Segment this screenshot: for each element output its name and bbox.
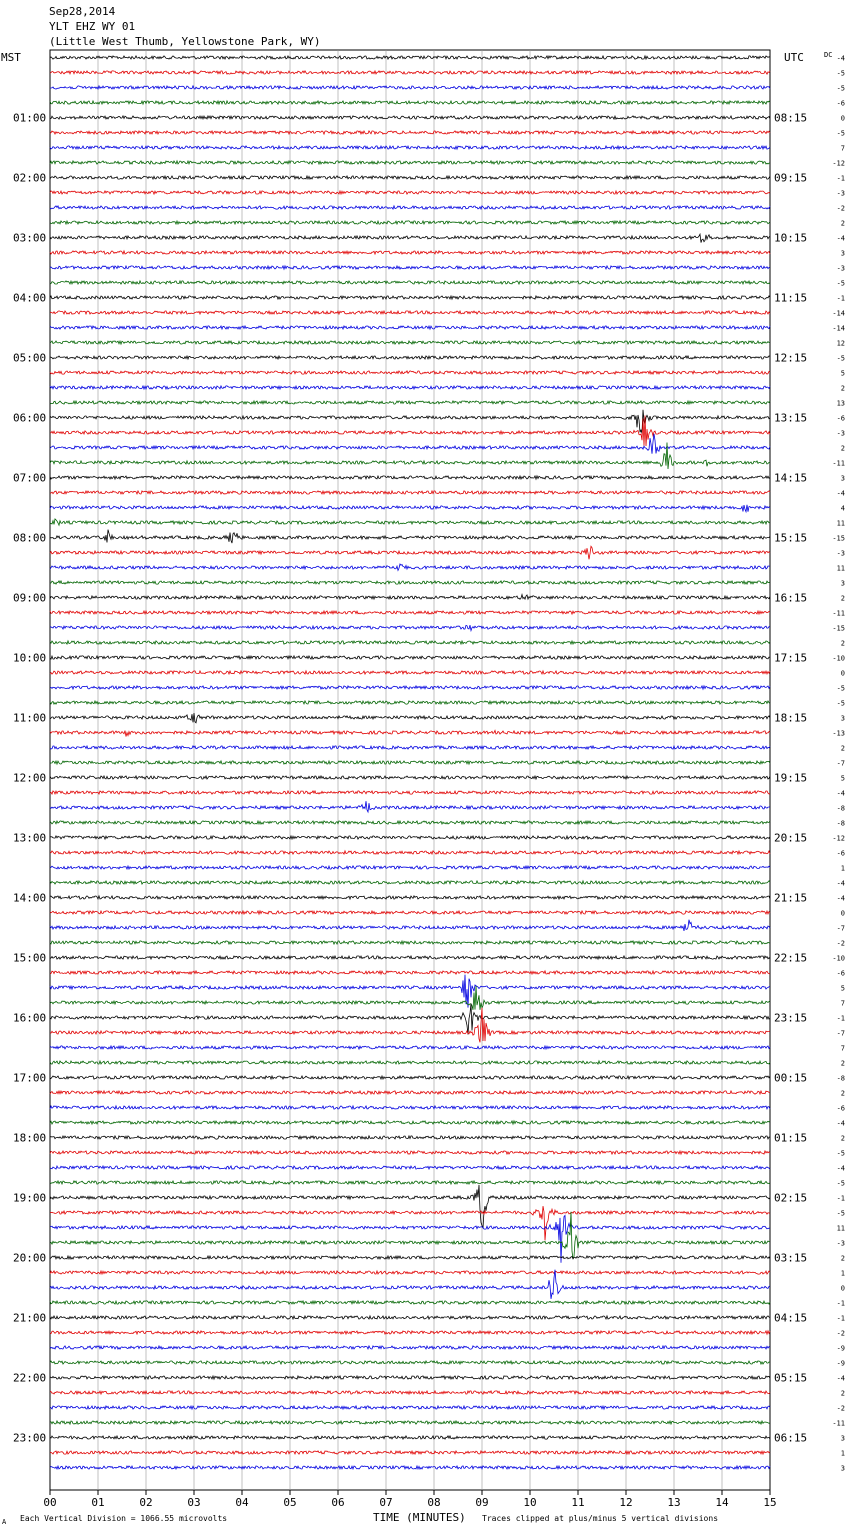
- dc-offset-value: -1: [836, 1194, 845, 1203]
- mst-hour-label: 18:00: [13, 1131, 47, 1145]
- dc-offset-value: -3: [836, 1239, 845, 1248]
- trace-line: [50, 326, 770, 329]
- utc-hour-label: 00:15: [774, 1071, 808, 1085]
- trace-line: [50, 546, 770, 559]
- trace-line: [50, 1391, 770, 1394]
- trace-line: [50, 530, 770, 544]
- dc-offset-value: 5: [840, 774, 845, 783]
- trace-line: [50, 491, 770, 494]
- trace-line: [50, 1301, 770, 1304]
- dc-offset-value: -9: [836, 1344, 845, 1353]
- dc-offset-value: -4: [836, 489, 845, 498]
- utc-hour-label: 17:15: [774, 651, 808, 665]
- utc-hour-label: 09:15: [774, 171, 808, 185]
- trace-line: [50, 776, 770, 779]
- trace-line: [50, 296, 770, 299]
- dc-offset-value: 2: [840, 1089, 845, 1098]
- dc-offset-value: 0: [840, 1284, 845, 1293]
- dc-offset-value: 0: [840, 909, 845, 918]
- dc-offset-value: 2: [840, 1059, 845, 1068]
- dc-offset-value: -6: [836, 99, 845, 108]
- dc-offset-value: 7: [840, 999, 845, 1008]
- trace-line: [50, 866, 770, 869]
- mst-label: MST: [1, 51, 21, 64]
- trace-line: [50, 416, 770, 447]
- dc-offset-value: -15: [832, 534, 845, 543]
- trace-line: [50, 1046, 770, 1049]
- dc-offset-value: -6: [836, 414, 845, 423]
- chart-date: Sep28,2014: [49, 5, 116, 18]
- trace-line: [50, 311, 770, 314]
- x-tick-label: 05: [283, 1496, 297, 1509]
- dc-offset-value: 3: [840, 1434, 845, 1443]
- dc-offset-value: -4: [836, 1164, 845, 1173]
- utc-hour-label: 10:15: [774, 231, 808, 245]
- x-tick-label: 14: [715, 1496, 729, 1509]
- trace-line: [50, 281, 770, 284]
- trace-line: [50, 386, 770, 389]
- utc-hour-label: 21:15: [774, 891, 808, 905]
- minute-gridlines: [98, 50, 722, 1490]
- dc-offset-value: -5: [836, 1179, 845, 1188]
- trace-line: [50, 625, 770, 631]
- trace-line: [50, 410, 770, 433]
- trace-line: [50, 746, 770, 749]
- dc-offset-value: -14: [832, 324, 845, 333]
- x-tick-label: 01: [91, 1496, 105, 1509]
- trace-line: [50, 234, 770, 242]
- trace-line: [50, 896, 770, 899]
- dc-offset-value: -10: [832, 654, 845, 663]
- mst-hour-label: 10:00: [13, 651, 47, 665]
- trace-line: [50, 920, 770, 931]
- dc-offset-value: -8: [836, 819, 845, 828]
- dc-offset-value: -2: [836, 1404, 845, 1413]
- trace-line: [50, 956, 770, 959]
- dc-offset-value: -10: [832, 954, 845, 963]
- dc-offset-value: -4: [836, 234, 845, 243]
- dc-offset-value: 3: [840, 249, 845, 258]
- footer-mark: A: [2, 1518, 7, 1526]
- trace-line: [50, 519, 770, 525]
- trace-line: [50, 1004, 770, 1035]
- utc-hour-label: 14:15: [774, 471, 808, 485]
- trace-line: [50, 1271, 770, 1274]
- trace-line: [50, 881, 770, 884]
- x-tick-label: 03: [187, 1496, 201, 1509]
- trace-line: [50, 131, 770, 134]
- mst-hour-label: 23:00: [13, 1431, 47, 1445]
- trace-line: [50, 1331, 770, 1334]
- mst-hour-label: 05:00: [13, 351, 47, 365]
- dc-offset-value: -11: [832, 609, 845, 618]
- dc-offset-value: -2: [836, 204, 845, 213]
- dc-offset-value: 11: [836, 1224, 845, 1233]
- dc-offset-value: -4: [836, 1374, 845, 1383]
- trace-line: [50, 71, 770, 74]
- x-tick-label: 11: [571, 1496, 585, 1509]
- dc-offset-value: -12: [832, 834, 845, 843]
- dc-offset-value: -4: [836, 879, 845, 888]
- trace-line: [50, 434, 770, 454]
- utc-hour-label: 13:15: [774, 411, 808, 425]
- dc-offset-value: -1: [836, 174, 845, 183]
- trace-line: [50, 1451, 770, 1454]
- trace-line: [50, 1185, 770, 1228]
- mst-hour-label: 03:00: [13, 231, 47, 245]
- dc-offset-value: 2: [840, 1389, 845, 1398]
- dc-offset-value: 2: [840, 594, 845, 603]
- trace-line: [50, 356, 770, 359]
- x-tick-label: 12: [619, 1496, 633, 1509]
- trace-line: [50, 611, 770, 614]
- dc-offset-value: 2: [840, 444, 845, 453]
- dc-offset-value: -3: [836, 189, 845, 198]
- mst-hour-labels: [13, 112, 46, 1445]
- chart-location: (Little West Thumb, Yellowstone Park, WY): [49, 35, 321, 48]
- trace-line: [50, 341, 770, 344]
- dc-offset-value: 1: [840, 864, 845, 873]
- dc-offset-value: -1: [836, 1299, 845, 1308]
- dc-offset-value: -6: [836, 969, 845, 978]
- trace-line: [50, 1361, 770, 1364]
- trace-line: [50, 941, 770, 944]
- trace-line: [50, 686, 770, 689]
- trace-line: [50, 1212, 770, 1259]
- mst-hour-label: 17:00: [13, 1071, 47, 1085]
- dc-offset-value: 2: [840, 384, 845, 393]
- trace-line: [50, 56, 770, 59]
- dc-offset-value: -4: [836, 894, 845, 903]
- x-tick-label: 15: [763, 1496, 777, 1509]
- trace-line: [50, 1121, 770, 1124]
- dc-offset-value: 5: [840, 369, 845, 378]
- seismic-traces: [50, 56, 770, 1469]
- mst-hour-label: 22:00: [13, 1371, 47, 1385]
- trace-line: [50, 505, 770, 512]
- dc-offset-value: -5: [836, 129, 845, 138]
- trace-line: [50, 713, 770, 723]
- dc-offset-value: 11: [836, 564, 845, 573]
- mst-hour-label: 08:00: [13, 531, 47, 545]
- dc-offset-value: 11: [836, 519, 845, 528]
- dc-offset-value: -12: [832, 159, 845, 168]
- mst-hour-label: 11:00: [13, 711, 47, 725]
- utc-hour-label: 11:15: [774, 291, 808, 305]
- dc-offset-value: 0: [840, 669, 845, 678]
- utc-hour-label: 02:15: [774, 1191, 808, 1205]
- scale-note: Each Vertical Division = 1066.55 microvolts: [20, 1514, 228, 1523]
- trace-line: [50, 1376, 770, 1379]
- trace-line: [50, 1406, 770, 1409]
- utc-hour-label: 05:15: [774, 1371, 808, 1385]
- trace-line: [50, 1436, 770, 1439]
- dc-offset-value: 4: [840, 504, 845, 513]
- dc-offset-value: 1: [840, 1449, 845, 1458]
- x-tick-label: 00: [43, 1496, 57, 1509]
- mst-hour-label: 13:00: [13, 831, 47, 845]
- x-axis-ticks: [43, 1490, 776, 1509]
- trace-line: [50, 116, 770, 119]
- dc-offset-value: 3: [840, 579, 845, 588]
- dc-offset-value: -13: [832, 729, 845, 738]
- dc-offset-value: 7: [840, 144, 845, 153]
- dc-offset-value: -5: [836, 84, 845, 93]
- dc-offset-value: -9: [836, 1359, 845, 1368]
- dc-offset-value: -5: [836, 354, 845, 363]
- trace-line: [50, 1166, 770, 1169]
- trace-line: [50, 176, 770, 179]
- dc-offset-value: -2: [836, 939, 845, 948]
- dc-offset-value: 2: [840, 1134, 845, 1143]
- utc-hour-label: 01:15: [774, 1131, 808, 1145]
- trace-line: [50, 791, 770, 794]
- dc-offset-value: -5: [836, 699, 845, 708]
- trace-line: [50, 1061, 770, 1064]
- dc-offset-value: 3: [840, 714, 845, 723]
- trace-line: [50, 1466, 770, 1469]
- trace-line: [50, 146, 770, 149]
- trace-line: [50, 821, 770, 824]
- utc-hour-label: 08:15: [774, 111, 808, 125]
- dc-offset-value: -4: [836, 789, 845, 798]
- dc-offset-value: 12: [836, 339, 845, 348]
- utc-hour-label: 03:15: [774, 1251, 808, 1265]
- x-tick-label: 06: [331, 1496, 345, 1509]
- mst-hour-label: 16:00: [13, 1011, 47, 1025]
- dc-offset-value: -5: [836, 1149, 845, 1158]
- trace-line: [50, 761, 770, 764]
- mst-hour-label: 06:00: [13, 411, 47, 425]
- dc-offset-value: -3: [836, 264, 845, 273]
- x-tick-label: 07: [379, 1496, 393, 1509]
- trace-line: [50, 641, 770, 644]
- trace-line: [50, 1151, 770, 1154]
- dc-offset-value: 13: [836, 399, 845, 408]
- mst-hour-label: 01:00: [13, 111, 47, 125]
- trace-line: [50, 1316, 770, 1319]
- trace-line: [50, 266, 770, 269]
- trace-line: [50, 1206, 770, 1240]
- mst-hour-label: 09:00: [13, 591, 47, 605]
- mst-hour-label: 02:00: [13, 171, 47, 185]
- mst-hour-label: 21:00: [13, 1311, 47, 1325]
- dc-offset-value: -8: [836, 804, 845, 813]
- x-tick-label: 09: [475, 1496, 489, 1509]
- dc-offset-value: -14: [832, 309, 845, 318]
- trace-line: [50, 595, 770, 600]
- utc-hour-label: 04:15: [774, 1311, 808, 1325]
- dc-offset-value: -6: [836, 849, 845, 858]
- x-axis-label: TIME (MINUTES): [373, 1511, 466, 1524]
- dc-offset-value: 5: [840, 984, 845, 993]
- utc-label: UTC: [784, 51, 804, 64]
- dc-offset-value: -2: [836, 1329, 845, 1338]
- trace-line: [50, 971, 770, 974]
- dc-offset-value: -11: [832, 459, 845, 468]
- utc-hour-label: 23:15: [774, 1011, 808, 1025]
- x-tick-label: 08: [427, 1496, 441, 1509]
- dc-offset-value: 2: [840, 219, 845, 228]
- trace-line: [50, 371, 770, 374]
- utc-hour-label: 06:15: [774, 1431, 808, 1445]
- trace-line: [50, 911, 770, 914]
- trace-line: [50, 1181, 770, 1184]
- trace-line: [50, 1091, 770, 1094]
- utc-hour-label: 18:15: [774, 711, 808, 725]
- dc-offset-value: -5: [836, 279, 845, 288]
- trace-line: [50, 101, 770, 104]
- x-tick-label: 10: [523, 1496, 537, 1509]
- dc-offset-value: 1: [840, 1269, 845, 1278]
- dc-offset-value: -6: [836, 1104, 845, 1113]
- trace-line: [50, 671, 770, 674]
- dc-offset-value: -1: [836, 294, 845, 303]
- dc-offset-value: -3: [836, 429, 845, 438]
- trace-line: [50, 656, 770, 659]
- trace-line: [50, 1076, 770, 1079]
- utc-hour-label: 16:15: [774, 591, 808, 605]
- mst-hour-label: 12:00: [13, 771, 47, 785]
- dc-offset-value: -4: [836, 1119, 845, 1128]
- mst-hour-label: 20:00: [13, 1251, 47, 1265]
- dc-offset-value: -5: [836, 684, 845, 693]
- dc-offset-value: -7: [836, 1029, 845, 1038]
- dc-offset-value: 2: [840, 639, 845, 648]
- trace-line: [50, 1106, 770, 1109]
- trace-line: [50, 1136, 770, 1139]
- dc-offset-value: -11: [832, 1419, 845, 1428]
- mst-hour-label: 14:00: [13, 891, 47, 905]
- x-tick-label: 02: [139, 1496, 153, 1509]
- trace-line: [50, 191, 770, 194]
- trace-line: [50, 221, 770, 224]
- trace-line: [50, 564, 770, 570]
- dc-offset-value: 2: [840, 744, 845, 753]
- dc-offset-value: -3: [836, 549, 845, 558]
- trace-line: [50, 701, 770, 704]
- dc-offset-value: -8: [836, 1074, 845, 1083]
- trace-line: [50, 730, 770, 736]
- mst-hour-label: 19:00: [13, 1191, 47, 1205]
- chart-station: YLT EHZ WY 01: [49, 20, 136, 33]
- trace-line: [50, 1256, 770, 1259]
- dc-offset-value: -7: [836, 924, 845, 933]
- dc-offset-value: 0: [840, 114, 845, 123]
- trace-line: [50, 1008, 770, 1043]
- x-tick-label: 04: [235, 1496, 249, 1509]
- trace-line: [50, 476, 770, 479]
- trace-line: [50, 1421, 770, 1424]
- trace-line: [50, 401, 770, 404]
- x-tick-label: 13: [667, 1496, 681, 1509]
- utc-hour-label: 12:15: [774, 351, 808, 365]
- clip-note: Traces clipped at plus/minus 5 vertical divisions: [482, 1514, 719, 1523]
- dc-offset-value: -5: [836, 1209, 845, 1218]
- dc-offset-value: 3: [840, 1464, 845, 1473]
- dc-offset-value: -1: [836, 1014, 845, 1023]
- trace-line: [50, 1215, 770, 1262]
- trace-line: [50, 251, 770, 254]
- dc-offset-value: -4: [836, 54, 845, 63]
- trace-line: [50, 836, 770, 839]
- dc-offset-value: 3: [840, 474, 845, 483]
- utc-hour-label: 19:15: [774, 771, 808, 785]
- utc-hour-label: 20:15: [774, 831, 808, 845]
- trace-line: [50, 206, 770, 209]
- trace-line: [50, 801, 770, 812]
- trace-line: [50, 581, 770, 584]
- dc-offset-value: -15: [832, 624, 845, 633]
- dc-offset-value: 7: [840, 1044, 845, 1053]
- trace-line: [50, 86, 770, 89]
- trace-line: [50, 851, 770, 854]
- dc-offset-value: -1: [836, 1314, 845, 1323]
- trace-line: [50, 986, 770, 1010]
- trace-line: [50, 1346, 770, 1349]
- mst-hour-label: 04:00: [13, 291, 47, 305]
- mst-hour-label: 15:00: [13, 951, 47, 965]
- dc-offset-labels: [832, 55, 845, 1473]
- dc-label: DC: [824, 51, 833, 59]
- trace-line: [50, 161, 770, 164]
- dc-offset-value: 2: [840, 1254, 845, 1263]
- mst-hour-label: 07:00: [13, 471, 47, 485]
- dc-offset-value: -5: [836, 69, 845, 78]
- utc-hour-label: 15:15: [774, 531, 808, 545]
- dc-offset-value: -7: [836, 759, 845, 768]
- utc-hour-labels: [774, 112, 807, 1445]
- utc-hour-label: 22:15: [774, 951, 808, 965]
